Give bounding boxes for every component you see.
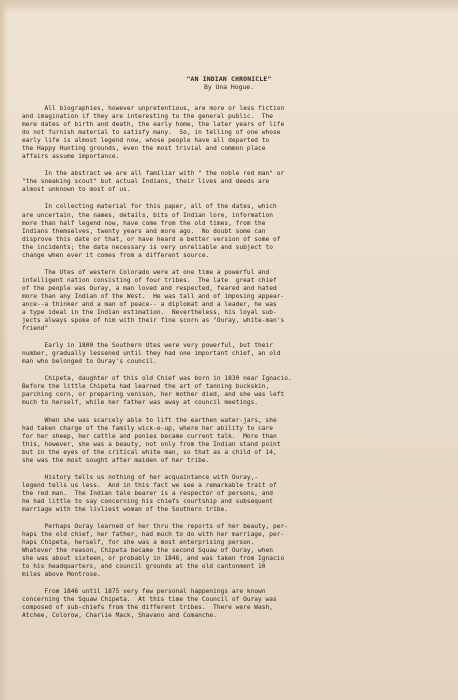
paper-stain-top (0, 0, 458, 14)
paragraph-4: The Utes of western Colorado were at one time a powerful and intelligent nation consisting of four tribes. The late great chief of the people was Ouray, a man loved and respected, feared and hated more than any Indian of the West. He was tall and of imposing appear- ance--a thinker and a man of peace-- a diplomat and a leader, he was a type ideal in the Indian estimation. Nevertheless, his loyal sub- jects always spoke of him with their fine scorn as "Ouray, white-man's friend" (22, 268, 285, 333)
paragraph-9: Perhaps Ouray learned of her thru the reports of her beauty, per- haps the old chief, her father, had much to do with her marriage, per- haps Chipeta, herself, for she was a most enterprising person. Whatever the reason, Chipeta became the second Squaw of Ouray, when she was about sixteen, or probably in 1846, and was taken from Ignacio to his headquarters, and council grounds at the old cantonment 10 miles above Montrose. (22, 523, 289, 579)
paper-stain-left (0, 0, 8, 700)
paragraph-2: In the abstract we are all familiar with " the noble red man" or "the sneaking scout" but actual Indians, their lives and deeds are almost unknown to most of us. (22, 170, 285, 194)
document-title: "AN INDIAN CHRONICLE" (186, 75, 272, 83)
paragraph-10: From 1846 until 1875 very few personal happenings are known concerning the Squaw Chipeta. At this time the Council of Ouray was composed of sub-chiefs from the different tribes. There were Wash, Atchee, Colorow, Charlie Mack, Shavano and Comanche. (22, 588, 277, 620)
document-byline: By Una Hogue. (203, 83, 255, 91)
paragraph-6: Chipeta, daughter of this old Chief was born in 1830 near Ignacio. Before the little Chipeta had learned the art of tanning buckskin, parching corn, or preparing venison, her mother died, and she was left much to herself, while her father was away at council meetings. (22, 375, 292, 407)
paragraph-5: Early in 1800 the Southern Utes were very powerful, but their number, gradually lessened until they had one important chief, an old man who belonged to Ouray's council. (22, 342, 281, 366)
paragraph-1: All biographies, however unpretentious, are more or less fiction and imagination if they are interesting to the general public. The mere dates of birth and death, the early home, the later years of life do not furnish material to satisfy many. So, in telling of one whose early life is almost legend now, whose people have all departed to the Happy Hunting grounds, even the most trivial and common place affairs assume importance. (22, 105, 285, 161)
paragraph-7: When she was scarcely able to lift the earthen water-jars, she had taken charge of the family wick-e-up, where her ability to care for her sheep, her cattle and ponies became current talk. More than this, however, she was a beauty, not only from the Indian stand point but in the eyes of the critical white man, so that as a child of 14, she was the most sought after maiden of her tribe. (22, 416, 281, 464)
paragraph-8: History tells us nothing of her acquaintance with Ouray,- legend tells us less. And in this fact we see a remarkable trait of the red man. The Indian tale bearer is a respector of persons, and he had little to say concerning his chiefs courtship and subsequent marriage with the livliest woman of the Southern tribe. (22, 473, 277, 513)
document-body (22, 105, 436, 621)
paragraph-3: In collecting material for this paper, all of the dates, which are uncertain, the names, details, bits of Indian lore, information more than half legend now, have come from the old times, from the Indians themselves, twenty years and more ago. No doubt some can disprove this date or that, or have heard a better version of some of the incidents; the data necessary is very unreliable and subject to change when ever it comes from a different source. (22, 203, 281, 259)
